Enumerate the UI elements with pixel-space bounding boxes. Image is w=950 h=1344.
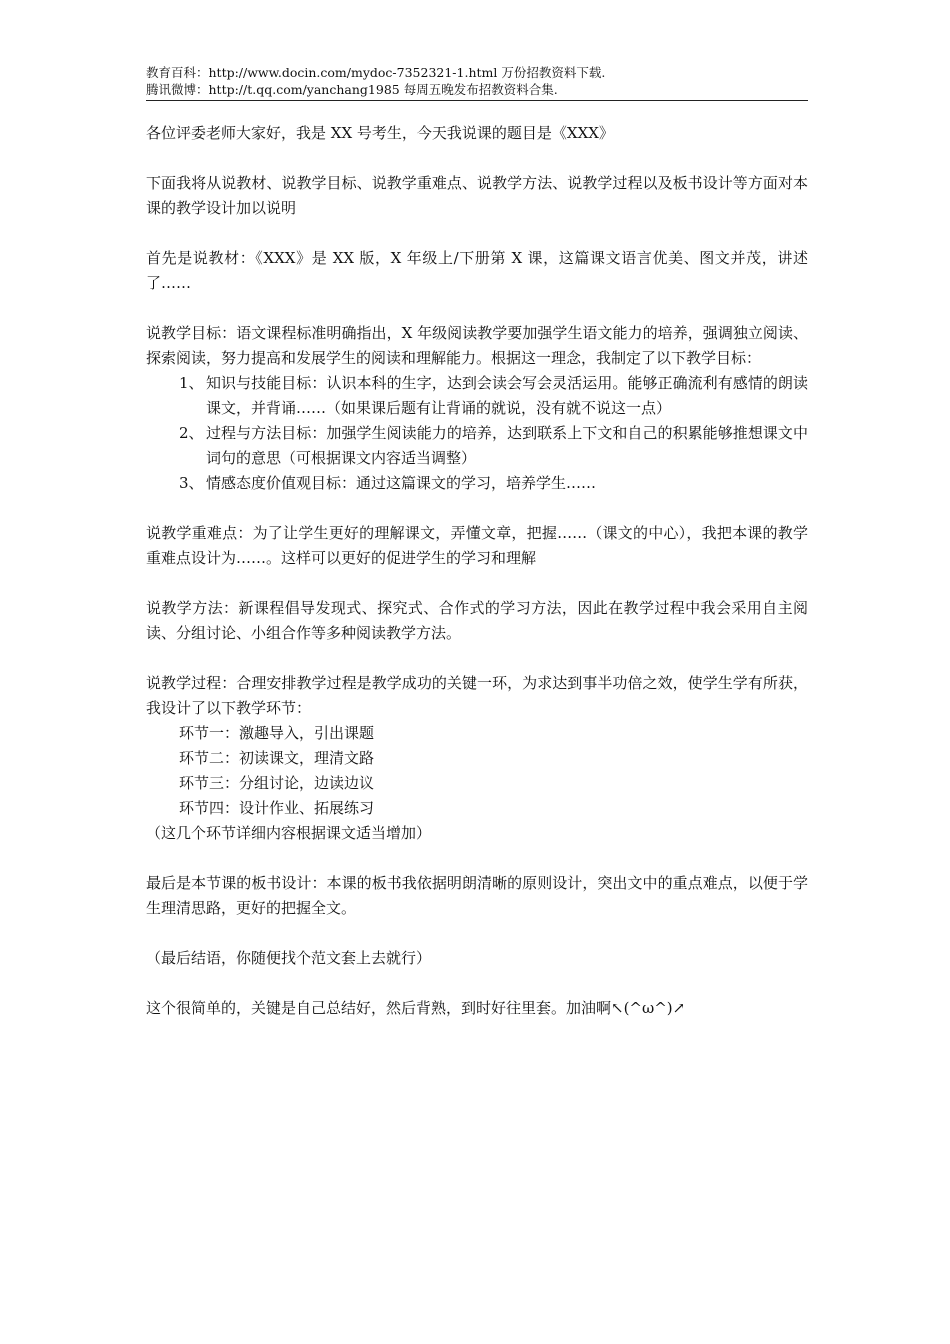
process-step: 环节四：设计作业、拓展练习: [179, 799, 375, 817]
goal-item: [146, 471, 808, 496]
intro-paragraph: 下面我将从说教材、说教学目标、说教学重难点、说教学方法、说教学过程以及板书设计等方面对本课的教学设计加以说明: [146, 174, 808, 217]
goal-number: 1、: [179, 374, 204, 392]
key-points-paragraph: 说教学重难点：为了让学生更好的理解课文，弄懂文章，把握……（课文的中心），我把本课的教学重难点设计为……。这样可以更好的促进学生的学习和理解: [146, 524, 808, 567]
goal-text: 过程与方法目标：加强学生阅读能力的培养，达到联系上下文和自己的积累能够推想课文中词句的意思（可根据课文内容适当调整）: [206, 424, 808, 467]
goal-item: [146, 421, 808, 471]
goal-text: 知识与技能目标：认识本科的生字，达到会读会写会灵活运用。能够正确流利有感情的朗读课文，并背诵……（如果课后题有让背诵的就说，没有就不说这一点）: [206, 374, 808, 417]
final-paragraph: 这个很简单的，关键是自己总结好，然后背熟，到时好往里套。加油啊↖(^ω^)↗: [146, 999, 686, 1017]
process-step: 环节二：初读课文，理清文路: [179, 749, 375, 767]
process-step: 环节一：激趣导入，引出课题: [179, 724, 375, 742]
goal-number: 2、: [179, 424, 204, 442]
goal-item: [146, 371, 808, 421]
goals-paragraph: 说教学目标：语文课程标准明确指出，X 年级阅读教学要加强学生语文能力的培养，强调独立阅读、探索阅读，努力提高和发展学生的阅读和理解能力。根据这一理念，我制定了以下教学目标：: [146, 324, 808, 367]
page-header: [146, 64, 808, 101]
document-body: [146, 121, 808, 1021]
document-page: [146, 64, 808, 1046]
goals-list: [146, 371, 808, 496]
goal-number: 3、: [179, 474, 204, 492]
header-line-weibo: 腾讯微博：http://t.qq.com/yanchang1985 每周五晚发布招教资料合集.: [146, 82, 558, 97]
process-note: （这几个环节详细内容根据课文适当增加）: [146, 824, 432, 842]
process-steps-list: [146, 721, 808, 821]
greeting-paragraph: 各位评委老师大家好，我是 XX 号考生，今天我说课的题目是《XXX》: [146, 124, 614, 142]
board-design-paragraph: 最后是本节课的板书设计：本课的板书我依据明朗清晰的原则设计，突出文中的重点难点，以便于学生理清思路，更好的把握全文。: [146, 874, 808, 917]
process-paragraph: 说教学过程：合理安排教学过程是教学成功的关键一环，为求达到事半功倍之效，使学生学有所获，我设计了以下教学环节：: [146, 674, 808, 717]
methods-paragraph: 说教学方法：新课程倡导发现式、探究式、合作式的学习方法，因此在教学过程中我会采用自主阅读、分组讨论、小组合作等多种阅读教学方法。: [146, 599, 808, 642]
goal-text: 情感态度价值观目标：通过这篇课文的学习，培养学生……: [206, 474, 597, 492]
closing-paragraph: （最后结语，你随便找个范文套上去就行）: [146, 949, 432, 967]
process-step: 环节三：分组讨论，边读边议: [179, 774, 375, 792]
header-line-docin: 教育百科：http://www.docin.com/mydoc-7352321-1.html 万份招教资料下载.: [146, 65, 606, 80]
textbook-paragraph: 首先是说教材：《XXX》是 XX 版，X 年级上/下册第 X 课，这篇课文语言优美、图文并茂，讲述了……: [146, 249, 808, 292]
